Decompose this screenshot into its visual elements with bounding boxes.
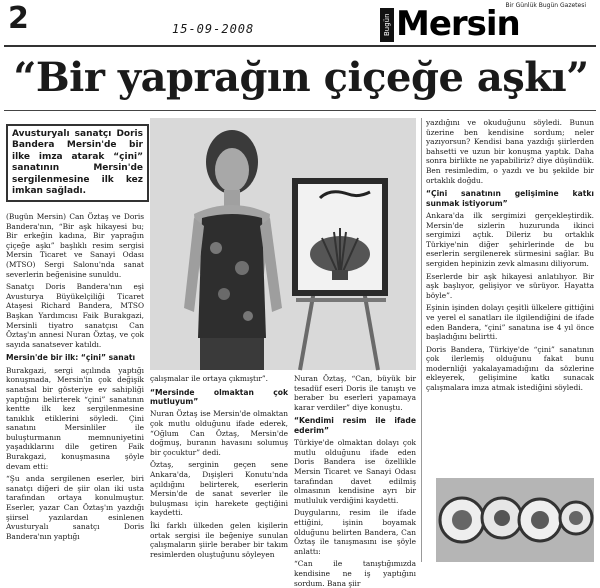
column-divider [421,118,422,562]
paragraph: İki farklı ülkeden gelen kişilerin ortak sergisi ile beğeniye sunulan çalışmaların şiirle beraber bir takım resimlerden oluştuğunu söyleyen [150,520,288,559]
paragraph: Öztaş, serginin geçen sene Ankara'da, Dışişleri Konutu'nda açıldığını belirterek, eserlerin Mersin'de de sanat severler ile buluşması için harekete geçtiğini kaydetti. [150,460,288,518]
article-column-4 [426,118,594,478]
subheading: “Mersinde olmaktan çok mutluyum” [150,387,288,406]
paragraph: Sanatçı Doris Bandera'nın eşi Avusturya Büyükelçiliği Ticaret Ataşesi Richard Bandera, MTSO Başkan Yardımcısı Faik Burakgazi, Mersinli tiyatro sanatçısı Can Öztaş'ın annesi Nuran Öztaş, ve çok sayıda sanatsever katıldı. [6,282,144,349]
intro-box: Avusturyalı sanatçı Doris Bandera Mersin'de bir ilke imza atarak “çini” sanatının Mersin'de sergilenmesine ilk kez imkan sağladı. [6,124,149,202]
tile-plates-photo [436,478,594,562]
article-column-3 [294,374,416,588]
handwritten-date: 15-09-2008 [172,22,255,36]
paragraph: Ankara'da ilk sergimizi gerçekleştirdik. Mersin'de sizlerin huzurunda ikinci sergimizi açtık. Dileriz bu ortaklık Türkiye'nin diğer şehirlerinde de bu eserlerin sergilenerek sürmesini sağlar. Bu sergiden hepinizin zevk almasını diliyorum. [426,210,594,268]
paragraph: yazdığını ve okuduğunu söyledi. Bunun üzerine ben kendisine sordum; neler yazıyorsun? Kendisi bana yazdığı şiirlerden bahsetti ve uzun bir konuşma yaptık. Daha sonra birlikte ne yapabiliriz? diye düşündük. Ben resimledim, o yazdı ve bu şekilde bir ortaklık doğdu. [426,118,594,185]
subheading: Mersin'de bir ilk: “çini” sanatı [6,353,136,363]
page-number: 2 [8,1,29,36]
subheading: “Çini sanatının gelişimine katkı sunmak istiyorum” [426,189,594,208]
paragraph: Eserlerde bir aşk hikayesi anlatılıyor. Bir aşk başlıyor, gelişiyor ve sürüyor. Hayatta böyle”. [426,271,594,300]
article-column-2 [150,374,288,564]
header-rule [4,45,596,47]
paragraph: Duygularını, resim ile ifade ettiğini, işinin boyamak olduğunu belirten Bandera, Can Öztaş ile tanışmasını ise şöyle anlattı: [294,508,416,556]
paragraph: “Şu anda sergilenen eserler, biri sanatçı diğeri de şiir olan iki usta tarafından ortaya konulmuştur. Eserler, yazar Can Öztaş'ın yazdığı şiirsel yazılardan esinlenen Avusturyalı sanatçı Doris Bandera'nın yaptığı [6,474,144,541]
paragraph: Türkiye'de olmaktan dolayı çok mutlu olduğunu ifade eden Doris Bandera ise özellikle Mersin Ticaret ve Sanayi Odası tarafından davet edilmiş olmasının kendisine ayrı bir mutluluk verdiğini kaydetti. [294,438,416,505]
paragraph: Eşinin işinden dolayı çeşitli ülkelere gittiğini ve yerel el sanatları ile ilgilendiğini de ifade eden Bandera, “çini” sanatına ise 4 yıl önce başladığını belirtti. [426,303,594,342]
masthead-prefix: Bugün [380,8,394,42]
article-column-1 [6,212,144,562]
headline-rule [4,110,596,111]
paragraph: Doris Bandera, Türkiye'de “çini” sanatının çok ilerlemiş olduğunu fakat bunu modernliği yakalayamadığını da sözlerine ekleyerek, gelişimine katkı sunacak çalışmalara imza atmak istediğini söyledi. [426,344,594,393]
masthead-title: Mersin [396,4,520,44]
photo-artist-with-painting [150,118,416,370]
paragraph: Nuran Öztaş ise Mersin'de olmaktan çok mutlu olduğunu ifade ederek, “Oğlum Can Öztaş, Mersin'de doğmuş, buranın havasını solumuş bir çocuktur” dedi. [150,409,288,457]
paragraph: Burakgazi, sergi açılında yaptığı konuşmada, Mersin'in çok değişik sanatsal bir gösteriye ev sahipliği yaptığını belirterek “çini” sanatının kentte ilk kez sergilenmesine tanıklık etiklerini söyledi. Çini sanatını Mersinliler ile buluşturmanın memnuniyetini yaşadıklarını dile getiren Faik Burakgazi, konuşmasına şöyle devam etti: [6,365,144,471]
paragraph: “Can ile tanıştığımızda kendisine ne iş yaptığını sordum. Bana şiir [294,559,416,588]
photo-ceramic-plates [436,478,594,562]
masthead [380,4,592,44]
paragraph: çalışmalar ile ortaya çıkmıştır”. [150,374,269,383]
paragraph: Nuran Öztaş, “Can, büyük bir tesadüf eseri Doris ile tanıştı ve beraber bu eserleri yapamaya karar verdiler” diye konuştu. [294,374,416,412]
paragraph: (Bugün Mersin) Can Öztaş ve Doris Bandera'nın, “Bir aşk hikayesi bu; Bir erkeğin kadına, Bir yaprağın çiçeğe aşkı” başlıklı resim sergisi Mersin Ticaret ve Sanayi Odası (MTSO) Sergi Salonu'nda sanat severlerin beğenisine sunuldu. [6,212,144,279]
article-photo [150,118,416,370]
headline: “Bir yaprağın çiçeğe aşkı” [13,54,589,101]
masthead-tagline: Bir Günlük Bugün Gazetesi [505,2,586,9]
subheading: “Kendimi resim ile ifade ederim” [294,416,416,435]
